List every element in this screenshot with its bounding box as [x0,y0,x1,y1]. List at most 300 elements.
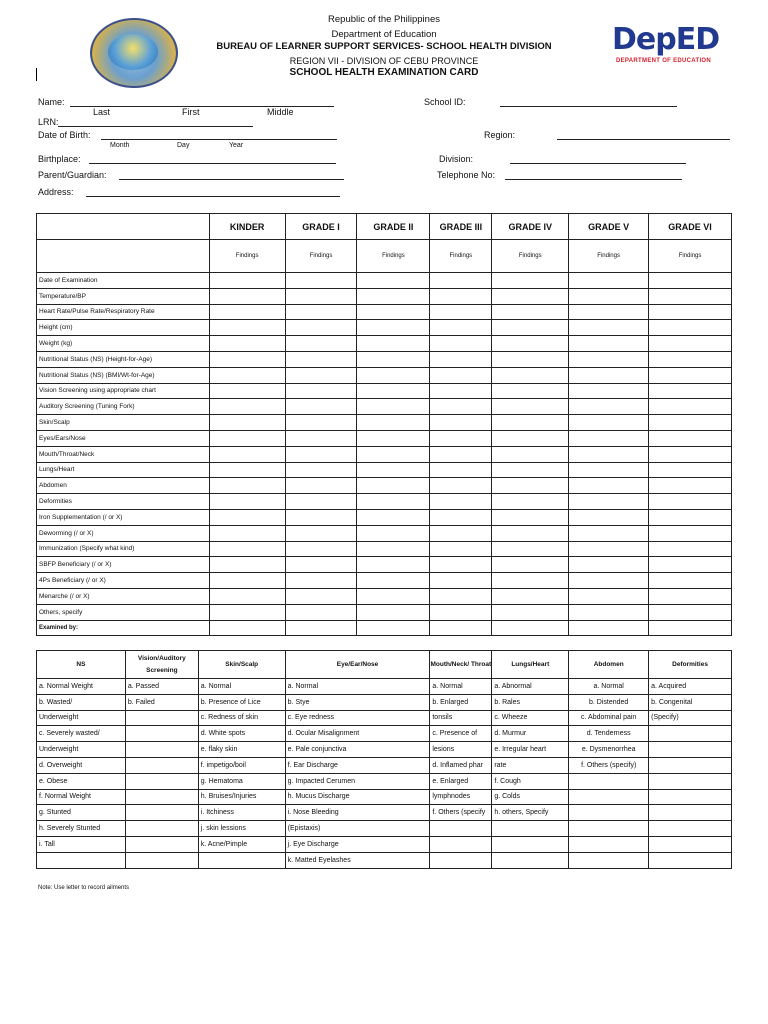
findings-input-cell[interactable] [430,273,492,289]
findings-input-cell[interactable] [285,383,357,399]
findings-input-cell[interactable] [285,415,357,431]
findings-input-cell[interactable] [209,304,285,320]
findings-input-cell[interactable] [209,367,285,383]
findings-input-cell[interactable] [569,525,649,541]
findings-input-cell[interactable] [569,288,649,304]
findings-input-cell[interactable] [285,573,357,589]
findings-input-cell[interactable] [209,494,285,510]
header-republic: Republic of the Philippines [328,14,440,25]
blank-findings-cell [37,240,210,273]
ailment-category-header: Vision/Auditory Screening [125,651,198,679]
findings-input-cell[interactable] [492,462,569,478]
findings-input-cell[interactable] [430,336,492,352]
birthplace-field[interactable] [89,163,336,164]
findings-input-cell[interactable] [569,430,649,446]
findings-input-cell[interactable] [209,557,285,573]
findings-input-cell[interactable] [649,557,732,573]
findings-input-cell[interactable] [649,320,732,336]
findings-input-cell[interactable] [492,304,569,320]
ailment-option: g. Colds [492,789,569,805]
findings-input-cell[interactable] [569,383,649,399]
findings-input-cell[interactable] [492,604,569,620]
findings-input-cell[interactable] [357,494,430,510]
findings-input-cell[interactable] [430,288,492,304]
exam-row [37,588,732,604]
ailment-option [430,821,492,837]
ailment-option [569,821,649,837]
ailment-option: e. Irregular heart [492,742,569,758]
ailment-option: Underweight [37,710,126,726]
findings-input-cell[interactable] [285,478,357,494]
findings-input-cell[interactable] [357,367,430,383]
findings-input-cell[interactable] [492,351,569,367]
findings-input-cell[interactable] [285,588,357,604]
findings-input-cell[interactable] [430,399,492,415]
ailment-row [37,773,732,789]
findings-input-cell[interactable] [430,494,492,510]
ailment-option: f. Cough [492,773,569,789]
exam-row-label: Nutritional Status (NS) (BMI/Wt-for-Age) [37,367,210,383]
ailment-option: a. Normal [285,679,430,695]
findings-input-cell[interactable] [357,304,430,320]
findings-input-cell[interactable] [357,620,430,636]
findings-input-cell[interactable] [492,509,569,525]
findings-input-cell[interactable] [492,588,569,604]
findings-input-cell[interactable] [492,494,569,510]
findings-input-cell[interactable] [430,383,492,399]
exam-row-label: Menarche (/ or X) [37,588,210,604]
exam-row-label: Examined by: [37,620,210,636]
region-field[interactable] [557,139,730,140]
ailment-option: a. Normal [569,679,649,695]
health-exam-table [36,213,732,636]
findings-input-cell[interactable] [209,288,285,304]
ailment-option [430,852,492,868]
findings-input-cell[interactable] [357,336,430,352]
exam-row [37,430,732,446]
last-name-caption: Last [93,107,111,117]
ailment-option [125,852,198,868]
ailment-option: b. Enlarged [430,694,492,710]
ailment-option: f. Normal Weight [37,789,126,805]
findings-input-cell[interactable] [285,462,357,478]
findings-input-cell[interactable] [357,525,430,541]
findings-input-cell[interactable] [209,478,285,494]
findings-input-cell[interactable] [357,604,430,620]
findings-input-cell[interactable] [649,415,732,431]
findings-input-cell[interactable] [492,415,569,431]
ailment-category-header: Eye/Ear/Nose [285,651,430,679]
findings-input-cell[interactable] [209,620,285,636]
ailment-option [125,742,198,758]
dob-year-caption: Year [229,142,244,149]
ailment-option [649,821,732,837]
ailment-option: d. Overweight [37,757,126,773]
grade-header: GRADE I [285,214,357,240]
findings-input-cell[interactable] [569,399,649,415]
parent-guardian-field[interactable] [119,179,344,180]
findings-input-cell[interactable] [285,430,357,446]
findings-input-cell[interactable] [357,383,430,399]
findings-input-cell[interactable] [285,620,357,636]
findings-input-cell[interactable] [357,462,430,478]
findings-input-cell[interactable] [209,415,285,431]
findings-input-cell[interactable] [492,367,569,383]
text-cursor [36,68,37,81]
findings-input-cell[interactable] [209,604,285,620]
findings-input-cell[interactable] [209,573,285,589]
ailment-option: h. Bruises/Injuries [198,789,285,805]
ailment-option: c. Severely wasted/ [37,726,126,742]
exam-row-label: Immunization (Specify what kind) [37,541,210,557]
exam-row [37,415,732,431]
findings-input-cell[interactable] [357,541,430,557]
findings-input-cell[interactable] [569,415,649,431]
findings-input-cell[interactable] [209,446,285,462]
name-label: Name: [38,97,65,107]
ailment-row [37,710,732,726]
grade-header: GRADE III [430,214,492,240]
findings-input-cell[interactable] [569,620,649,636]
ailment-category-header: Skin/Scalp [198,651,285,679]
findings-input-cell[interactable] [357,399,430,415]
ailment-option [198,852,285,868]
ailment-option: e. flaky skin [198,742,285,758]
ailment-option: a. Normal [198,679,285,695]
exam-row-label: Eyes/Ears/Nose [37,430,210,446]
exam-row-label: Date of Examination [37,273,210,289]
findings-input-cell[interactable] [430,588,492,604]
telephone-label: Telephone No: [437,170,496,180]
findings-input-cell[interactable] [209,430,285,446]
findings-input-cell[interactable] [569,367,649,383]
findings-label: Findings [569,240,649,273]
findings-input-cell[interactable] [492,541,569,557]
findings-input-cell[interactable] [285,336,357,352]
ailment-option [649,773,732,789]
ailment-option [569,805,649,821]
findings-input-cell[interactable] [430,320,492,336]
findings-input-cell[interactable] [492,620,569,636]
ailments-header-row [37,651,732,679]
findings-input-cell[interactable] [569,588,649,604]
findings-input-cell[interactable] [569,351,649,367]
ailment-option: c. Presence of [430,726,492,742]
findings-input-cell[interactable] [357,509,430,525]
findings-input-cell[interactable] [430,478,492,494]
findings-input-cell[interactable] [492,273,569,289]
grade-header: GRADE II [357,214,430,240]
exam-row [37,288,732,304]
ailment-option: c. Wheeze [492,710,569,726]
ailment-option: d. Ocular Misalignment [285,726,430,742]
findings-input-cell[interactable] [357,288,430,304]
findings-input-cell[interactable] [430,509,492,525]
findings-input-cell[interactable] [492,430,569,446]
ailment-option [649,757,732,773]
findings-input-cell[interactable] [649,446,732,462]
ailment-option: d. White spots [198,726,285,742]
exam-row [37,509,732,525]
findings-input-cell[interactable] [285,541,357,557]
exam-row [37,541,732,557]
header-region: REGION VII - DIVISION OF CEBU PROVINCE [289,56,479,66]
ailment-option [430,836,492,852]
findings-input-cell[interactable] [430,415,492,431]
findings-input-cell[interactable] [492,446,569,462]
findings-input-cell[interactable] [285,288,357,304]
ailment-option [492,836,569,852]
dob-label: Date of Birth: [38,130,91,140]
findings-input-cell[interactable] [430,304,492,320]
findings-input-cell[interactable] [492,573,569,589]
exam-row-label: Iron Supplementation (/ or X) [37,509,210,525]
ailment-option: a. Passed [125,679,198,695]
findings-input-cell[interactable] [285,494,357,510]
ailment-option: c. Eye redness [285,710,430,726]
findings-header-row [37,240,732,273]
ailment-option: c. Redness of skin [198,710,285,726]
findings-input-cell[interactable] [357,557,430,573]
findings-input-cell[interactable] [357,273,430,289]
findings-input-cell[interactable] [430,557,492,573]
school-id-label: School ID: [424,97,466,107]
findings-input-cell[interactable] [285,399,357,415]
exam-row [37,351,732,367]
findings-label: Findings [285,240,357,273]
findings-input-cell[interactable] [649,336,732,352]
findings-input-cell[interactable] [649,351,732,367]
findings-input-cell[interactable] [492,557,569,573]
findings-input-cell[interactable] [569,273,649,289]
dob-field[interactable] [101,139,337,140]
ailment-option: b. Presence of Lice [198,694,285,710]
ailment-option: a. Normal Weight [37,679,126,695]
findings-input-cell[interactable] [649,509,732,525]
ailment-row [37,694,732,710]
exam-row [37,573,732,589]
division-field[interactable] [510,163,686,164]
ailment-option: e. Pale conjunctiva [285,742,430,758]
findings-input-cell[interactable] [492,320,569,336]
ailment-option [125,757,198,773]
ailment-option: lesions [430,742,492,758]
exam-row [37,399,732,415]
parent-guardian-label: Parent/Guardian: [38,170,107,180]
findings-input-cell[interactable] [285,604,357,620]
ailment-option: k. Acne/Pimple [198,836,285,852]
findings-input-cell[interactable] [209,509,285,525]
lrn-field[interactable] [58,126,253,127]
ailment-option [649,836,732,852]
findings-input-cell[interactable] [357,478,430,494]
ailment-option [492,852,569,868]
findings-input-cell[interactable] [649,588,732,604]
exam-row-label: Abdomen [37,478,210,494]
ailment-option: i. Itchiness [198,805,285,821]
findings-input-cell[interactable] [357,430,430,446]
region-label: Region: [484,130,516,140]
findings-label: Findings [649,240,732,273]
findings-input-cell[interactable] [285,273,357,289]
findings-input-cell[interactable] [430,446,492,462]
exam-row-label: Temperature/BP [37,288,210,304]
findings-input-cell[interactable] [569,541,649,557]
ailment-option [125,821,198,837]
findings-input-cell[interactable] [209,462,285,478]
findings-input-cell[interactable] [569,336,649,352]
findings-input-cell[interactable] [492,383,569,399]
exam-row-label: SBFP Beneficiary (/ or X) [37,557,210,573]
findings-input-cell[interactable] [209,525,285,541]
findings-input-cell[interactable] [357,415,430,431]
findings-input-cell[interactable] [649,462,732,478]
findings-input-cell[interactable] [209,383,285,399]
header-bureau: BUREAU OF LEARNER SUPPORT SERVICES- SCHOOL HEALTH DIVISION [216,41,552,52]
findings-input-cell[interactable] [285,446,357,462]
ailment-option: b. Stye [285,694,430,710]
findings-input-cell[interactable] [649,367,732,383]
findings-input-cell[interactable] [285,367,357,383]
findings-input-cell[interactable] [649,525,732,541]
findings-input-cell[interactable] [649,573,732,589]
exam-row [37,620,732,636]
findings-input-cell[interactable] [285,525,357,541]
findings-input-cell[interactable] [649,288,732,304]
findings-input-cell[interactable] [569,494,649,510]
findings-input-cell[interactable] [649,494,732,510]
ailments-legend-table [36,650,732,869]
findings-input-cell[interactable] [430,351,492,367]
findings-input-cell[interactable] [492,525,569,541]
findings-input-cell[interactable] [649,541,732,557]
exam-row-label: Deformities [37,494,210,510]
grade-header: GRADE V [569,214,649,240]
exam-row [37,383,732,399]
findings-input-cell[interactable] [357,351,430,367]
exam-row [37,478,732,494]
ailment-category-header: Deformities [649,651,732,679]
school-id-field[interactable] [500,106,677,107]
findings-input-cell[interactable] [649,620,732,636]
findings-input-cell[interactable] [569,446,649,462]
findings-input-cell[interactable] [430,541,492,557]
ailment-option: d. Murmur [492,726,569,742]
findings-input-cell[interactable] [209,588,285,604]
findings-input-cell[interactable] [430,430,492,446]
ailment-row [37,852,732,868]
findings-input-cell[interactable] [285,351,357,367]
findings-input-cell[interactable] [569,557,649,573]
findings-input-cell[interactable] [357,588,430,604]
ailment-option: g. Impacted Cerumen [285,773,430,789]
ailment-category-header: Abdomen [569,651,649,679]
findings-input-cell[interactable] [649,604,732,620]
telephone-field[interactable] [505,179,682,180]
ailment-option: f. impetigo/boil [198,757,285,773]
findings-input-cell[interactable] [649,399,732,415]
findings-label: Findings [492,240,569,273]
findings-input-cell[interactable] [209,336,285,352]
ailment-option [569,789,649,805]
ailment-row [37,836,732,852]
ailment-option: b. Rales [492,694,569,710]
findings-input-cell[interactable] [357,573,430,589]
address-field[interactable] [86,196,340,197]
findings-input-cell[interactable] [209,320,285,336]
findings-input-cell[interactable] [649,430,732,446]
findings-input-cell[interactable] [357,446,430,462]
ailment-option: k. Matted Eyelashes [285,852,430,868]
findings-input-cell[interactable] [209,399,285,415]
findings-input-cell[interactable] [492,288,569,304]
findings-input-cell[interactable] [492,336,569,352]
exam-row [37,320,732,336]
exam-row-label: Heart Rate/Pulse Rate/Respiratory Rate [37,304,210,320]
findings-input-cell[interactable] [649,383,732,399]
findings-input-cell[interactable] [209,273,285,289]
findings-input-cell[interactable] [492,478,569,494]
findings-input-cell[interactable] [430,620,492,636]
deped-logo-text: DepED [612,22,720,57]
ailment-option: j. Eye Discharge [285,836,430,852]
findings-input-cell[interactable] [569,304,649,320]
exam-row-label: Mouth/Throat/Neck [37,446,210,462]
findings-input-cell[interactable] [649,304,732,320]
findings-input-cell[interactable] [569,462,649,478]
findings-input-cell[interactable] [209,541,285,557]
ailment-option: Underweight [37,742,126,758]
exam-row [37,494,732,510]
findings-input-cell[interactable] [430,604,492,620]
findings-input-cell[interactable] [285,557,357,573]
findings-input-cell[interactable] [285,304,357,320]
findings-input-cell[interactable] [285,320,357,336]
ailment-option: d. Tenderness [569,726,649,742]
findings-input-cell[interactable] [569,509,649,525]
findings-input-cell[interactable] [569,573,649,589]
ailment-option: c. Abdominal pain [569,710,649,726]
findings-input-cell[interactable] [209,351,285,367]
findings-input-cell[interactable] [569,478,649,494]
ailment-option: h. Mucus Discharge [285,789,430,805]
findings-input-cell[interactable] [430,367,492,383]
findings-input-cell[interactable] [492,399,569,415]
findings-input-cell[interactable] [357,320,430,336]
exam-row [37,273,732,289]
findings-input-cell[interactable] [569,320,649,336]
ailment-option [125,805,198,821]
exam-row [37,462,732,478]
findings-input-cell[interactable] [430,462,492,478]
findings-input-cell[interactable] [430,525,492,541]
ailment-option: a. Abnormal [492,679,569,695]
exam-row-label: Height (cm) [37,320,210,336]
ailment-option [649,805,732,821]
findings-input-cell[interactable] [649,478,732,494]
ailment-option [125,773,198,789]
findings-input-cell[interactable] [649,273,732,289]
ailment-option: g. Hematoma [198,773,285,789]
findings-input-cell[interactable] [569,604,649,620]
ailment-option: b. Congenital [649,694,732,710]
findings-label: Findings [430,240,492,273]
ailment-row [37,679,732,695]
ailment-option: f. Ear Discharge [285,757,430,773]
ailment-option: g. Stunted [37,805,126,821]
findings-input-cell[interactable] [285,509,357,525]
findings-input-cell[interactable] [430,573,492,589]
